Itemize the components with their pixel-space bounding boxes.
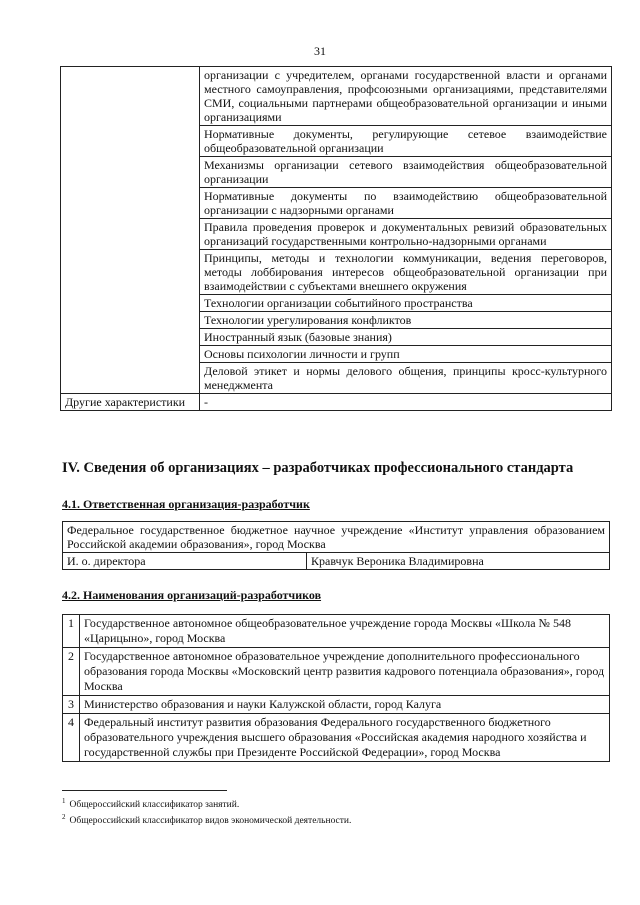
knowledge-item: Механизмы организации сетевого взаимодействия общеобразовательной организации	[200, 157, 612, 188]
knowledge-item: Принципы, методы и технологии коммуникации, ведения переговоров, методы лоббирования интересов общеобразовательной организации при взаимодействии с субъектами внешнего окружения	[200, 250, 612, 295]
footnote-text: Общероссийский классификатор видов экономической деятельности.	[69, 816, 352, 827]
knowledge-item: Основы психологии личности и групп	[200, 346, 612, 363]
subsection-title-4-1	[62, 497, 310, 512]
knowledge-item: организации с учредителем, органами государственной власти и органами местного самоуправления, профсоюзными организациями, представителями СМИ, социальными партнерами общеобразовательной организации и иными организациями	[200, 67, 612, 126]
table-row	[63, 615, 610, 648]
table-row	[63, 696, 610, 714]
knowledge-item: Правила проведения проверок и документальных ревизий образовательных организаций государственными контрольно-надзорными органами	[200, 219, 612, 250]
knowledge-item: Деловой этикет и нормы делового общения, принципы кросс-культурного менеджмента	[200, 363, 612, 394]
table-row	[61, 67, 612, 126]
developer-number: 4	[63, 714, 80, 762]
empty-label-cell	[61, 67, 200, 394]
footnote-mark: 2	[62, 813, 66, 822]
section-title: IV. Сведения об организациях – разработчиках профессионального стандарта	[62, 460, 574, 476]
director-name: Кравчук Вероника Владимировна	[307, 553, 610, 570]
developer-name: Федеральный институт развития образования Федерального государственного бюджетного образовательного учреждения высшего образования «Российская академия народного хозяйства и государственной службы при Президенте Российской Федерации», город Москва	[80, 714, 610, 762]
table-row	[63, 648, 610, 696]
developer-number: 3	[63, 696, 80, 714]
footnote-mark: 1	[62, 797, 66, 805]
responsible-org-table	[62, 521, 610, 570]
knowledge-item: Нормативные документы по взаимодействию общеобразовательной организации с надзорными органами	[200, 188, 612, 219]
developer-name: Министерство образования и науки Калужской области, город Калуга	[80, 696, 610, 714]
knowledge-item: Технологии урегулирования конфликтов	[200, 312, 612, 329]
subsection-title-4-2	[62, 588, 321, 603]
footnote-text: Общероссийский классификатор занятий.	[69, 800, 240, 811]
developer-name: Государственное автономное общеобразовательное учреждение города Москвы «Школа № 548 «Царицыно», город Москва	[80, 615, 610, 648]
footnote-divider	[62, 790, 227, 791]
table-row	[63, 553, 610, 570]
knowledge-item: Нормативные документы, регулирующие сетевое взаимодействие общеобразовательной организации	[200, 126, 612, 157]
table-row	[61, 394, 612, 411]
developer-name: Государственное автономное образовательное учреждение дополнительного профессионального образования города Москвы «Московский центр развития кадрового потенциала образования», город Москва	[80, 648, 610, 696]
footnote	[62, 811, 622, 827]
subsection-title-text: 4.1. Ответственная организация-разработчик	[62, 497, 310, 511]
responsible-org-name: Федеральное государственное бюджетное научное учреждение «Институт управления образованием Российской академии образования», город Москва	[63, 522, 610, 553]
table-row	[63, 714, 610, 762]
knowledge-item: Технологии организации событийного пространства	[200, 295, 612, 312]
table-row	[63, 522, 610, 553]
knowledge-table	[60, 66, 612, 411]
footnote	[62, 795, 622, 811]
other-characteristics-value: -	[200, 394, 612, 411]
developers-table	[62, 614, 610, 762]
developer-number: 2	[63, 648, 80, 696]
director-label: И. о. директора	[63, 553, 307, 570]
page-number: 31	[314, 44, 326, 58]
footnotes	[62, 795, 622, 827]
knowledge-item: Иностранный язык (базовые знания)	[200, 329, 612, 346]
other-characteristics-label: Другие характеристики	[61, 394, 200, 411]
subsection-title-text: 4.2. Наименования организаций-разработчиков	[62, 588, 322, 602]
developer-number: 1	[63, 615, 80, 648]
